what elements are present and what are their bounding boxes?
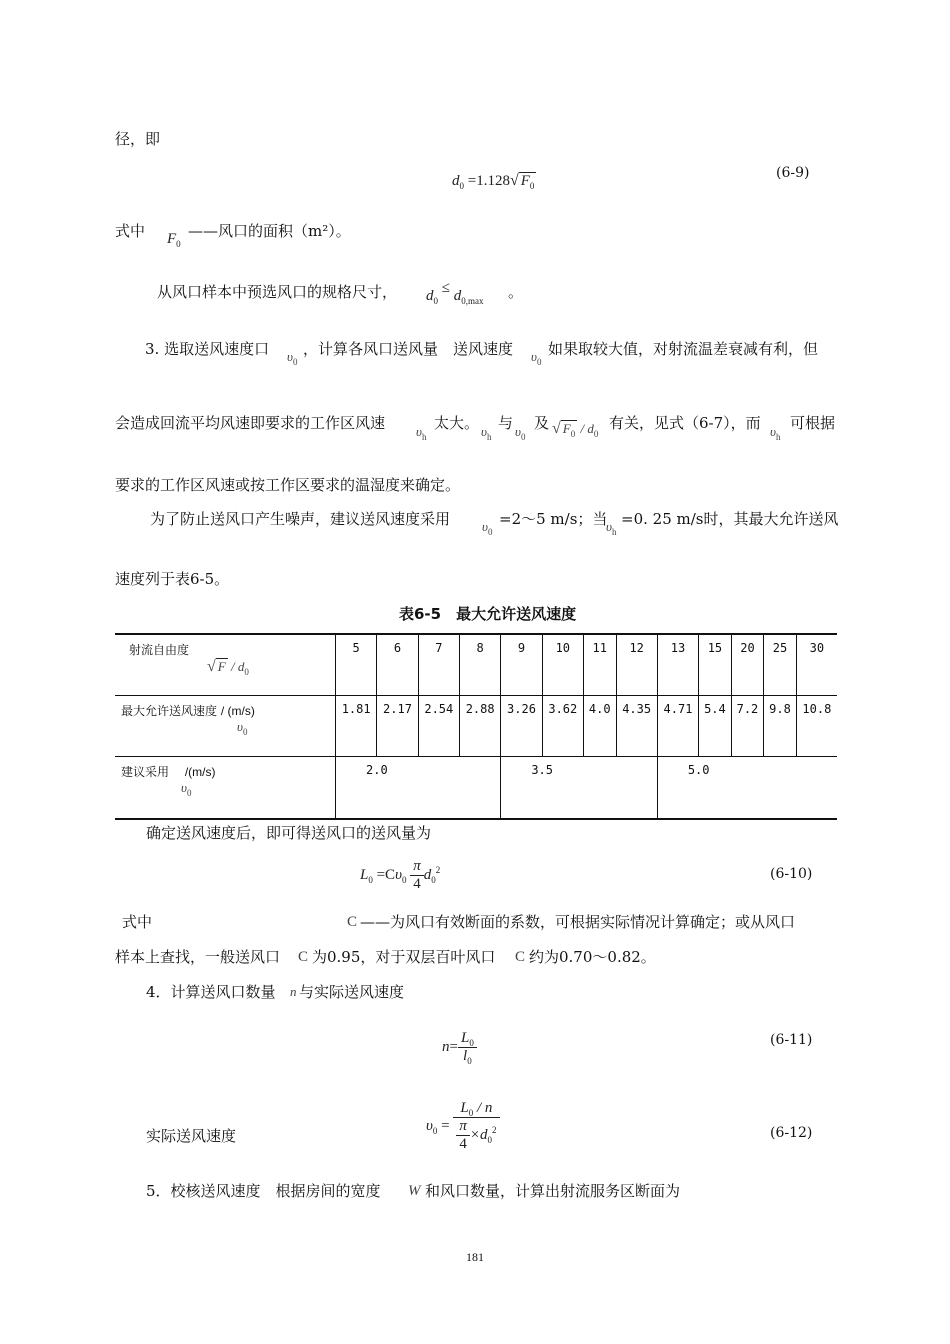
math-symbol: υ — [237, 719, 243, 734]
math-subscript: 0 — [433, 296, 438, 306]
fraction — [456, 1118, 470, 1153]
math-subscript: 0 — [242, 727, 248, 737]
table-header-cell — [115, 696, 336, 757]
math-inline: W — [408, 1183, 421, 1199]
text-line: 为0.95，对于双层百叶风口 — [312, 948, 496, 966]
fraction — [410, 858, 424, 893]
equation-number: (6-9) — [776, 165, 810, 181]
table-cell: 10.8 — [796, 696, 837, 757]
table-cell: 20 — [731, 634, 764, 696]
math-subscript: 0 — [487, 527, 493, 537]
math-subscript: 0 — [401, 874, 407, 885]
equation-number: (6-12) — [770, 1125, 813, 1141]
text-line: 为了防止送风口产生噪声，建议送风速度采用 — [150, 510, 451, 528]
fraction-denominator: 4 — [413, 876, 421, 892]
text-line: 速度列于表6-5。 — [115, 570, 230, 588]
math-subscript: 0 — [431, 874, 436, 885]
table-cell: 7.2 — [731, 696, 764, 757]
definition-prefix: 式中 — [122, 913, 153, 931]
row-label: 最大允许送风速度 — [121, 704, 218, 718]
math-subscript: 0 — [186, 788, 192, 798]
text-line: 实际送风速度 — [146, 1127, 237, 1145]
text-line: 与实际送风速度 — [299, 983, 405, 1001]
table-row — [115, 696, 837, 757]
math-inline — [770, 424, 780, 440]
table-cell: 2.17 — [377, 696, 418, 757]
equation-6-12 — [426, 1100, 500, 1153]
math-subscript: 0 — [529, 181, 535, 191]
table-cell: 10 — [542, 634, 583, 696]
table-cell: 7 — [418, 634, 459, 696]
math-inline — [482, 519, 492, 535]
math-symbol: F — [520, 173, 530, 189]
math-inline — [121, 780, 192, 798]
math-subscript: 0 — [487, 1134, 492, 1145]
sqrt-expression: √ $F_0$ — [509, 172, 535, 191]
math-subscript: 0 — [176, 239, 181, 249]
math-inline — [287, 349, 297, 365]
text-line: 及 — [534, 414, 550, 432]
text-line: 会造成回流平均风速即要求的工作区风速 — [115, 414, 386, 432]
text-line: 和风口数量，计算出射流服务区断面为 — [425, 1182, 681, 1200]
math-symbol: L — [460, 1100, 469, 1116]
math-symbol: υ — [287, 349, 293, 364]
math-symbol: υ — [770, 424, 776, 439]
table-cell: 4.35 — [616, 696, 657, 757]
text-line: 有关，见式（6-7），而 — [609, 414, 761, 432]
table-cell: 5.0 — [657, 757, 837, 820]
equation-number: (6-10) — [770, 866, 813, 882]
definition-symbol — [167, 231, 181, 248]
table-cell: 3.26 — [501, 696, 542, 757]
table-cell: 3.62 — [542, 696, 583, 757]
math-symbol: d — [452, 173, 460, 189]
table-row — [115, 634, 837, 696]
math-inline: C — [298, 949, 309, 965]
text-line: 5．校核送风速度 根据房间的宽度 — [146, 1182, 381, 1200]
table-cell: 4.71 — [657, 696, 698, 757]
fraction-denominator — [453, 1118, 499, 1153]
text-line: 约为0.70～0.82。 — [529, 948, 656, 966]
page-number: 181 — [466, 1250, 484, 1264]
math-subscript: 0 — [244, 667, 249, 677]
table-cell: 30 — [796, 634, 837, 696]
math-subscript: 0 — [468, 1108, 474, 1118]
definition-prefix: 式中 — [115, 222, 146, 240]
table-cell: 15 — [699, 634, 732, 696]
definition-text: ——为风口有效断面的系数，可根据实际情况计算确定；或从风口 — [360, 913, 796, 931]
table-cell: 5.4 — [699, 696, 732, 757]
math-symbol: l — [463, 1048, 468, 1064]
table-cell: 2.88 — [459, 696, 500, 757]
math-symbol: L — [360, 866, 369, 883]
math-symbol: / n — [473, 1100, 493, 1116]
text-punct: 。 — [508, 283, 524, 301]
sqrt-expression: √ F — [207, 658, 226, 675]
fraction-denominator: 4 — [459, 1136, 467, 1152]
math-symbol: F — [217, 659, 226, 674]
math-inline — [552, 420, 598, 438]
fraction-denominator — [458, 1048, 477, 1065]
math-subscript: 0 — [292, 357, 298, 367]
table-cell: 13 — [657, 634, 698, 696]
text-line: 与 — [498, 414, 514, 432]
math-operator: = — [441, 1117, 450, 1134]
table-header-cell — [115, 757, 336, 820]
math-inline — [121, 719, 248, 737]
fraction — [453, 1100, 499, 1153]
math-inline — [481, 424, 491, 440]
table-cell: 4.0 — [583, 696, 616, 757]
math-inline — [515, 424, 525, 440]
math-symbol: υ — [606, 519, 612, 534]
math-subscript: 0 — [520, 432, 526, 442]
math-symbol: n — [442, 1038, 450, 1055]
math-subscript: 0,max — [461, 296, 484, 306]
table-cell: 9 — [501, 634, 542, 696]
math-symbol: υ — [181, 780, 187, 795]
row-label: 建议采用 — [121, 765, 170, 779]
table-row — [115, 757, 837, 820]
text-line: 4．计算送风口数量 — [146, 983, 276, 1001]
table-cell: 9.8 — [764, 696, 797, 757]
math-inline — [121, 658, 249, 677]
table-cell: 25 — [764, 634, 797, 696]
equation-number: (6-11) — [770, 1032, 813, 1048]
text-line: 可根据 — [790, 414, 836, 432]
math-symbol: υ — [416, 424, 422, 439]
table-cell: 5 — [336, 634, 377, 696]
table-cell: 12 — [616, 634, 657, 696]
math-symbol: υ — [482, 519, 488, 534]
math-subscript: 0 — [593, 429, 599, 439]
math-symbol: d — [453, 288, 462, 304]
text-line: ，计算各风口送风量 送风速度 — [303, 340, 514, 358]
math-subscript: 0 — [467, 1056, 472, 1066]
table-cell: 6 — [377, 634, 418, 696]
math-symbol: υ — [515, 424, 521, 439]
math-subscript: 0 — [570, 429, 576, 439]
math-superscript: 2 — [492, 1124, 497, 1135]
math-subscript: h — [486, 432, 492, 442]
math-symbol: L — [460, 1030, 470, 1046]
math-subscript: 0 — [469, 1038, 474, 1048]
row-unit: /(m/s) — [184, 765, 216, 779]
math-text: =C — [376, 866, 396, 883]
text-line: 3. 选取送风速度口 — [145, 340, 270, 358]
fraction-numerator — [458, 1030, 477, 1048]
math-subscript: h — [775, 432, 781, 442]
math-symbol: F — [562, 421, 571, 436]
math-symbol: υ — [481, 424, 487, 439]
math-subscript: h — [421, 432, 427, 442]
math-symbol: υ — [531, 349, 537, 364]
math-inline — [416, 424, 426, 440]
math-symbol: d — [426, 288, 434, 304]
math-subscript: 0 — [432, 1125, 438, 1136]
sqrt-expression: √ $F_0$ — [552, 420, 576, 439]
text-line: 径，即 — [115, 130, 161, 148]
definition-text: ——风口的面积（m²）。 — [188, 222, 351, 240]
equation-6-9 — [452, 172, 536, 190]
math-symbol: ×d — [469, 1126, 488, 1143]
math-symbol: d — [423, 866, 432, 883]
table-cell: 1.81 — [336, 696, 377, 757]
math-text: =1.128 — [467, 173, 510, 189]
math-operator: ≤ — [441, 280, 450, 296]
text-line: 从风口样本中预选风口的规格尺寸， — [157, 283, 398, 301]
math-subscript: 0 — [459, 181, 464, 191]
equation-6-11 — [442, 1030, 477, 1065]
math-symbol: F — [167, 231, 177, 247]
row-unit: / (m/s) — [220, 704, 255, 718]
speed-table — [115, 633, 837, 820]
math-inline — [606, 519, 616, 535]
math-subscript: 0 — [368, 874, 373, 885]
fraction-numerator: π — [456, 1118, 470, 1136]
table-cell: 3.5 — [501, 757, 658, 820]
row-label: 射流自由度 — [129, 643, 190, 657]
table-caption: 表6-5 最大允许送风速度 — [399, 605, 577, 623]
table-header-cell — [115, 634, 336, 696]
text-line: 确定送风速度后，即可得送风口的送风量为 — [146, 824, 432, 842]
math-operator: = — [449, 1038, 458, 1055]
table-cell: 11 — [583, 634, 616, 696]
text-line: =0. 25 m/s时，其最大允许送风 — [621, 510, 839, 528]
text-line: 如果取较大值，对射流温差衰减有利，但 — [548, 340, 819, 358]
math-symbol: υ — [395, 866, 402, 883]
math-subscript: h — [611, 527, 617, 537]
table-cell: 2.54 — [418, 696, 459, 757]
equation-6-10 — [360, 858, 440, 893]
table-cell: 2.0 — [336, 757, 501, 820]
math-symbol: / d — [580, 421, 594, 436]
inequality — [426, 280, 484, 306]
fraction-numerator — [453, 1100, 499, 1118]
math-inline — [531, 349, 541, 365]
table-cell: 8 — [459, 634, 500, 696]
fraction — [458, 1030, 477, 1065]
text-line: 样本上查找，一般送风口 — [115, 948, 281, 966]
math-symbol: / d — [230, 659, 245, 674]
text-line: 要求的工作区风速或按工作区要求的温湿度来确定。 — [115, 476, 461, 494]
definition-symbol: C — [347, 914, 358, 930]
math-inline: n — [290, 984, 297, 999]
fraction-numerator: π — [410, 858, 424, 876]
math-superscript: 2 — [435, 864, 441, 875]
math-symbol: υ — [426, 1117, 433, 1134]
math-inline: C — [515, 949, 526, 965]
text-line: 太大。 — [434, 414, 480, 432]
math-subscript: 0 — [536, 357, 542, 367]
text-line: =2～5 m/s；当 — [499, 510, 608, 528]
